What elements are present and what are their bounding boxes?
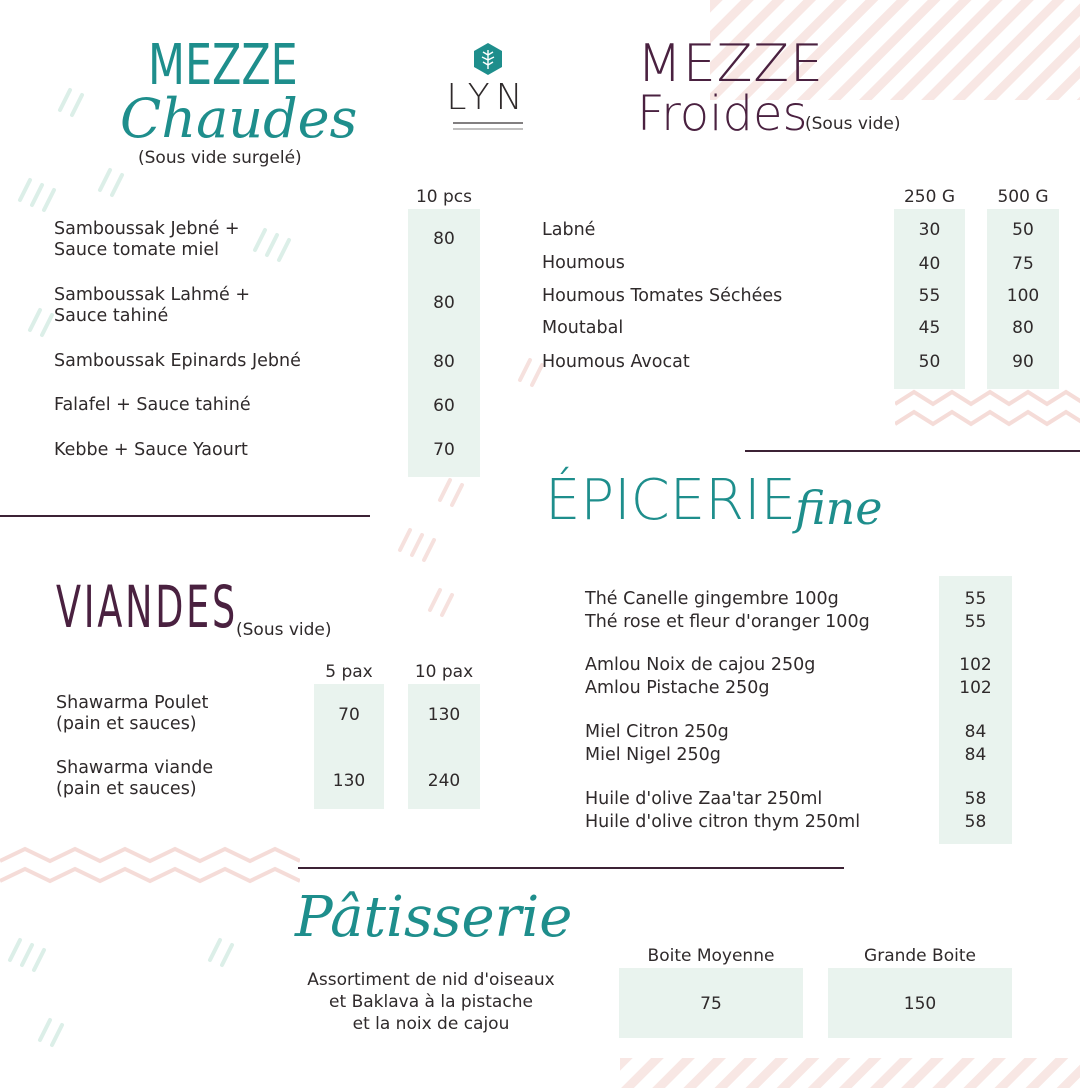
froides-item-price-500: 50 <box>1012 220 1034 240</box>
froides-col-header-250: 250 G <box>903 187 956 207</box>
chaudes-item-name: Samboussak Jebné + Sauce tomate miel <box>54 219 240 260</box>
logo-tagline-line <box>453 122 523 124</box>
viandes-item-price-5: 130 <box>332 771 366 791</box>
froides-title-bottom: Froides <box>637 86 808 142</box>
viandes-col-header-10: 10 pax <box>414 662 474 682</box>
froides-item-price-250: 40 <box>918 254 941 274</box>
froides-item-price-250: 45 <box>918 318 941 338</box>
froides-item-name: Moutabal <box>542 318 624 338</box>
viandes-col-header-5: 5 pax <box>325 662 373 682</box>
chaudes-price-column <box>408 209 480 477</box>
divider-patisserie <box>298 867 844 869</box>
viandes-item-price-5: 70 <box>338 705 360 725</box>
chaudes-item-price: 80 <box>433 293 455 313</box>
chaudes-item-name: Falafel + Sauce tahiné <box>54 395 251 415</box>
chaudes-item-price: 80 <box>433 352 455 372</box>
epicerie-title: ÉPICERIE <box>545 468 796 533</box>
viandes-item-name: Shawarma viande (pain et sauces) <box>56 758 214 799</box>
epicerie-group-names: Miel Citron 250g Miel Nigel 250g <box>585 722 729 765</box>
froides-item-price-500: 90 <box>1012 352 1034 372</box>
froides-item-price-500: 80 <box>1012 318 1034 338</box>
divider-chaudes <box>0 515 370 517</box>
patisserie-price-moyenne: 75 <box>700 994 722 1014</box>
chaudes-item-name: Kebbe + Sauce Yaourt <box>54 440 248 460</box>
chaudes-item-name: Samboussak Epinards Jebné <box>54 351 301 371</box>
chaudes-title-top: MEZZE <box>148 33 298 98</box>
chaudes-title-script: Chaudes <box>120 87 358 150</box>
logo <box>445 42 530 142</box>
chaudes-item-price: 60 <box>433 396 455 416</box>
froides-item-price-250: 30 <box>918 220 941 240</box>
viandes-item-name: Shawarma Poulet (pain et sauces) <box>56 693 209 734</box>
epicerie-group-prices: 58 58 <box>964 789 987 832</box>
froides-subtitle: (Sous vide) <box>805 114 901 134</box>
epicerie-group-names: Thé Canelle gingembre 100g Thé rose et fleur d'oranger 100g <box>585 589 870 632</box>
froides-item-name: Houmous Avocat <box>542 352 690 372</box>
patisserie-col-header-moyenne: Boite Moyenne <box>647 946 775 966</box>
froides-item-price-500: 75 <box>1012 254 1034 274</box>
chaudes-col-header: 10 pcs <box>415 187 473 207</box>
chaudes-item-price: 80 <box>433 229 455 249</box>
viandes-item-price-10: 130 <box>427 705 461 725</box>
patisserie-price-grande: 150 <box>903 994 937 1014</box>
logo-tagline-line-2 <box>453 128 523 130</box>
froides-item-name: Labné <box>542 220 596 240</box>
viandes-subtitle: (Sous vide) <box>236 620 332 640</box>
chaudes-item-name: Samboussak Lahmé + Sauce tahiné <box>54 285 251 326</box>
logo-wordmark: LYN <box>446 77 529 118</box>
epicerie-title-script: fine <box>795 481 883 535</box>
epicerie-group-prices: 55 55 <box>964 589 987 632</box>
epicerie-group-prices: 102 102 <box>959 655 992 698</box>
epicerie-group-names: Amlou Noix de cajou 250g Amlou Pistache 250g <box>585 655 816 698</box>
divider-froides <box>745 450 1080 452</box>
epicerie-group-names: Huile d'olive Zaa'tar 250ml Huile d'olive citron thym 250ml <box>585 789 861 832</box>
froides-title-top: MEZZE <box>637 34 824 94</box>
froides-item-price-500: 100 <box>1006 286 1040 306</box>
froides-item-price-250: 50 <box>918 352 941 372</box>
epicerie-group-prices: 84 84 <box>964 722 987 765</box>
froides-item-name: Houmous <box>542 253 625 273</box>
leaf-icon <box>473 42 503 76</box>
chaudes-item-price: 70 <box>433 440 455 460</box>
patisserie-col-header-grande: Grande Boite <box>864 946 976 966</box>
patisserie-title: Pâtisserie <box>295 885 573 950</box>
chaudes-subtitle: (Sous vide surgelé) <box>138 148 302 168</box>
viandes-title: VIANDES <box>56 573 239 641</box>
viandes-item-price-10: 240 <box>427 771 461 791</box>
froides-item-name: Houmous Tomates Séchées <box>542 286 783 306</box>
froides-col-header-500: 500 G <box>997 187 1049 207</box>
froides-item-price-250: 55 <box>918 286 941 306</box>
patisserie-description: Assortiment de nid d'oiseaux et Baklava à la pistache et la noix de cajou <box>307 970 555 1034</box>
